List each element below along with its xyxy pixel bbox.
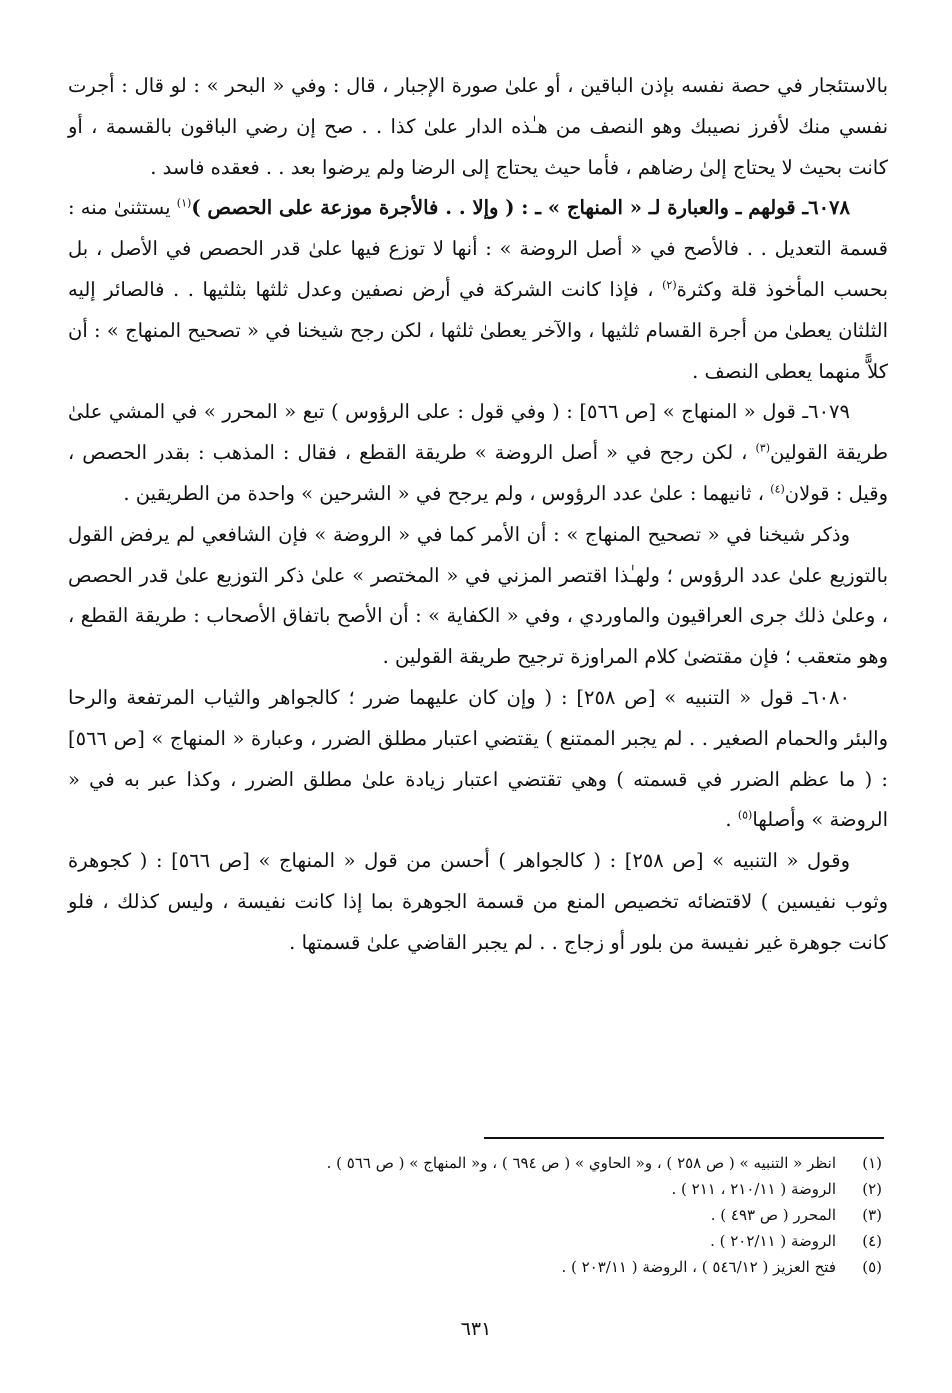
footnote-3 [62, 1202, 882, 1228]
paragraph-4: وذكر شيخنا في « تصحيح المنهاج » : أن الأمر كما في « الروضة » فإن الشافعي لم يرفض القول بالتوزيع علىٰ عدد الرؤوس ؛ ولهـٰذا اقتصر المزني في « المختصر » علىٰ ذكر التوزيع علىٰ قدر الحصص ، وعلىٰ ذلك جرى العراقيون والماوردي ، وفي « الكفاية » : أن الأصح باتفاق الأصحاب : طريقة القطع ، وهو متعقب ؛ فإن مقتضىٰ كلام المراوزة ترجيح طريقة القولين . [68, 522, 888, 669]
paragraph-1: بالاستئجار في حصة نفسه بإذن الباقين ، أو علىٰ صورة الإجبار ، قال : وفي « البحر » : لو قال : أجرت نفسي منك لأفرز نصيبك وهو النصف من هـٰذه الدار علىٰ كذا . . صح إن رضي الباقون بالقسمة ، أو كانت بحيث لا يحتاج إلىٰ رضاهم ، فأما حيث يحتاج إلى الرضا ولم يرضوا بعد . . فعقده فاسد . [68, 74, 888, 179]
paragraph-6: وقول « التنبيه » [ص ٢٥٨] : ( كالجواهر ) أحسن من قول « المنهاج » [ص ٥٦٦] : ( كجوهرة وثوب نفيسين ) لاقتضائه تخصيص المنع من قسمة الجوهرة بما إذا كانت نفيسة ، وليس كذلك ، فلو كانت جوهرة غير نفيسة من بلور أو زجاج . . لم يجبر القاضي علىٰ قسمتها . [68, 849, 888, 954]
footnote-number: (٤) [862, 1232, 882, 1250]
paragraph-2 [68, 188, 888, 392]
footnote-number: (٣) [862, 1206, 882, 1224]
paragraph-2-text-b: يستثنىٰ منه : قسمة التعديل . . فالأصح في « أصل الروضة » : أنها لا توزع فيها علىٰ قدر الحصص في الأصل ، بل بحسب المأخوذ قلة وكثرة [68, 196, 888, 301]
footnote-number: (٥) [862, 1258, 882, 1276]
issue-6080-text-a: ٦٠٨٠ـ قول « التنبيه » [ص ٢٥٨] : ( وإن كان عليهما ضرر ؛ كالجواهر والثياب المرتفعة والرحا والبئر والحمام الصغير . . لم يجبر الممتنع ) يقتضي اعتبار مطلق الضرر ، وعبارة « المنهاج » [ص ٥٦٦] : ( ما عظم الضرر في قسمته ) وهي تقتضي اعتبار زيادة علىٰ مطلق الضرر ، وكذا عبر به في « الروضة » وأصلها [68, 685, 888, 832]
paragraph-3 [68, 392, 888, 514]
footnote-2 [62, 1176, 882, 1202]
paragraph-3-text-b: ، لكن رجح في « أصل الروضة » طريقة القطع ، فقال : المذهب : بقدر الحصص ، وقيل : قولان [68, 441, 888, 505]
footnote-ref-4[interactable]: (٤) [770, 482, 785, 496]
footnote-text: المحرر ( ص ٤٩٣ ) . [710, 1206, 836, 1224]
page-number: ٦٣١ [460, 1318, 492, 1340]
footnote-1 [62, 1150, 882, 1176]
footnote-number: (١) [862, 1154, 882, 1172]
footnote-5 [62, 1254, 882, 1280]
footnote-text: الروضة ( ٢٠٢/١١ ) . [710, 1232, 836, 1250]
footnote-text: فتح العزيز ( ٥٤٦/١٢ ) ، الروضة ( ٢٠٣/١١ ) . [561, 1258, 836, 1276]
footnote-ref-3[interactable]: (٣) [755, 441, 770, 455]
footnote-number: (٢) [862, 1180, 882, 1198]
paragraph-5 [68, 678, 888, 841]
footnote-ref-2[interactable]: (٢) [662, 278, 677, 292]
footnote-text: الروضة ( ٢١٠/١١ ، ٢١١ ) . [671, 1180, 836, 1198]
footnote-separator [484, 1137, 884, 1139]
footnotes [62, 1150, 882, 1280]
footnote-ref-1[interactable]: (١) [176, 196, 192, 210]
paragraph-2-text-c: ، فإذا كانت الشركة في أرض نصفين وعدل ثلثها بثلثيها . . فالصائر إليه الثلثان يعطىٰ من أجرة القسام ثلثيها ، والآخر يعطىٰ ثلثها ، لكن رجح شيخنا في « تصحيح المنهاج » : أن كلاًّ منهما يعطى النصف . [68, 277, 888, 383]
footnote-4 [62, 1228, 882, 1254]
footnote-text: انظر « التنبيه » ( ص ٢٥٨ ) ، و« الحاوي » ( ص ٦٩٤ ) ، و« المنهاج » ( ص ٥٦٦ ) . [326, 1154, 836, 1172]
issue-6078-heading: ٦٠٧٨ـ قولهم ـ والعبارة لـ « المنهاج » ـ : ( وإلا . . فالأجرة موزعة على الحصص ) [191, 196, 850, 220]
paragraph-3-text-c: ، ثانيهما : علىٰ عدد الرؤوس ، ولم يرجح في « الشرحين » واحدة من الطريقين . [123, 481, 771, 505]
paragraph-5-text-b: . [725, 808, 738, 832]
footnote-ref-5[interactable]: (٥) [737, 808, 753, 822]
main-text [68, 66, 888, 964]
issue-6079-text-a: ٦٠٧٩ـ قول « المنهاج » [ص ٥٦٦] : ( وفي قول : على الرؤوس ) تبع « المحرر » في المشي علىٰ طريقة القولين [68, 400, 888, 465]
